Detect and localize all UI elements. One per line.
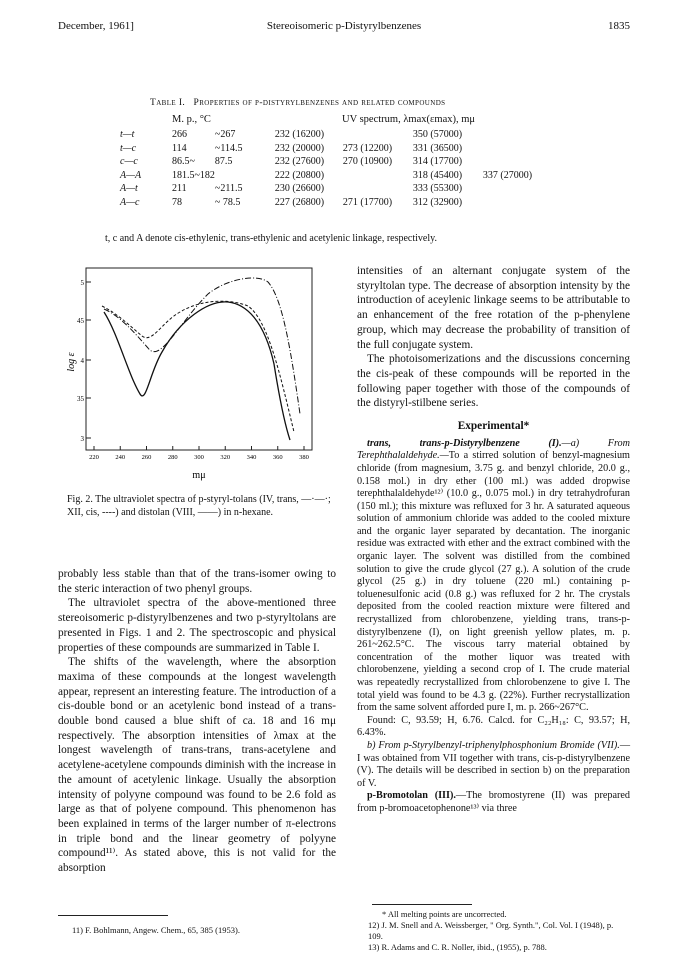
- table-cell-mp1: 114: [172, 142, 187, 154]
- table-cell-c3: 312 (32900): [412, 196, 463, 208]
- right-footnotes: [368, 909, 630, 953]
- table-cell-c3: 333 (55300): [412, 183, 463, 194]
- table-row: [120, 196, 553, 210]
- table-cell-mp2: ~114.5: [214, 142, 243, 154]
- y-axis-label: log ε: [66, 352, 77, 372]
- table-caption: [150, 98, 445, 108]
- table-head-uv: UV spectrum, λmax(εmax), mμ: [342, 114, 476, 125]
- table-cell-c2: 270 (10900): [342, 156, 393, 167]
- x-axis-label: mμ: [192, 470, 206, 481]
- left-column: [58, 567, 336, 876]
- x-tick-label: 360: [272, 454, 283, 461]
- table-cell-c1: 222 (20800): [274, 169, 325, 181]
- left-paragraph-2: The ultraviolet spectra of the above-mentioned three stereoisomeric p-distyrylbenzenes and two p-styryltolans are presented in Figs. 1 and 2. The spectroscopic and physical properties of these compounds are summarized in Table I.: [58, 597, 336, 654]
- right-footnote-1: * All melting points are uncorrected.: [382, 909, 507, 919]
- table-row: [120, 128, 553, 142]
- table-cell-c3: 331 (36500): [412, 142, 463, 154]
- table-caption-number: Table I.: [150, 98, 186, 108]
- table-cell-mp2: [215, 169, 275, 183]
- figure-2: [68, 264, 328, 486]
- table-cell-id: A—c: [120, 196, 140, 208]
- table-cell-c3: 350 (57000): [412, 129, 463, 140]
- table-head-mp: M. p., °C: [172, 114, 211, 125]
- table-cell-id: c—c: [120, 156, 138, 167]
- right-paragraph-1: intensities of an alternant conjugate system of the styryltolan type. The decrease of absorption intensity by the introduction of aceylenic linkage seems to be attributable to an enhancement of the free rotation of the p-phenylene group, which may decrease the probability of transition of the full conjugate system.: [357, 265, 630, 351]
- x-tick-label: 320: [220, 454, 231, 461]
- figure-caption: [67, 493, 337, 519]
- table-cell-c2: [343, 182, 413, 196]
- table-caption-text: Properties of p-distyrylbenzenes and related compounds: [193, 98, 446, 108]
- y-tick-label: 45: [77, 317, 84, 325]
- table-cell-c2: [343, 128, 413, 142]
- right-footnote-3: 13) R. Adams and C. R. Noller, ibid., (1955), p. 788.: [368, 942, 547, 952]
- curve-cis-dashed: [102, 301, 294, 432]
- left-footnote: 11) F. Bohlmann, Angew. Chem., 65, 385 (1953).: [72, 925, 240, 935]
- table-cell-mp2: 87.5: [214, 156, 233, 167]
- x-tick-label: 340: [246, 454, 257, 461]
- x-tick-label: 300: [194, 454, 204, 461]
- page-number: 1835: [608, 20, 630, 32]
- table-cell-id: A—A: [120, 169, 142, 181]
- table-cell-mp1: 211: [172, 183, 187, 194]
- experimental-heading: Experimental*: [457, 420, 530, 433]
- table-cell-c3: 314 (17700): [412, 156, 463, 167]
- experimental-paragraph-3: [357, 790, 630, 815]
- x-tick-label: 220: [89, 454, 99, 461]
- table-cell-c2: [343, 169, 413, 183]
- figure-caption-text: Fig. 2. The ultraviolet spectra of p-styryl-tolans (IV, trans, —·—·; XII, cis, ----) and distolan (VIII, ——) in n-hexane.: [67, 494, 331, 518]
- table-cell-c4: [483, 196, 553, 210]
- exp-p2-title: b) From p-Styrylbenzyl-triphenylphosphonium Bromide (VII).: [367, 739, 620, 751]
- exp-p3-title: p-Bromotolan (III).: [367, 790, 456, 802]
- y-tick-label: 35: [77, 395, 84, 403]
- left-footnote-rule: [58, 915, 168, 916]
- left-paragraph-3: The shifts of the wavelength, where the absorption maxima of these compounds at the longest wavelength appear, represent an interesting feature. The introduction of a cis-double bond or an acetylenic bond instead of a trans-double bond caused a blue shift of ca. 18 and 16 mμ respectively. The absorption intensities of λmax at the longest wavelength of trans-trans, trans-acetylene and acetylene-acetylene compounds diminish with the increase in the amount of acetylenic linkage. Usually the absorption intensity of polyyne compound was found to be 2.6 fold as large as that of polyene compound. This phenomenon has been explained in terms of the larger number of π-electrons in triple bond and the linear geometry of polyyne compound¹¹⁾. As stated above, this is not valid for the absorption: [58, 656, 336, 875]
- exp-p3-body: —The bromostyrene (II) was prepared from p-bromoacetophenone¹³⁾ via three: [357, 790, 630, 814]
- y-tick-label: 5: [80, 279, 84, 287]
- table-cell-c4: [483, 142, 553, 156]
- exp-p1-body: To a stirred solution of benzyl-magnesium chloride (from magnesium, 3.75 g. and benzyl chloride, 20.0 g., 0.158 mol.) in dry ether (100 ml.) was added dropwise terephthalaldehyde¹²⁾ (10.0 g., 0.075 mol.) in dry tetrahydrofuran (150 ml.); this mixture was refluxed for 3 hr. A saturated aqueous solution of ammonium chloride was added to the cooled mixture and the organic layer separated by decantation. The inorganic residue was extracted with ether and the extract combined with the organic layer. The solvent was distilled from the combined solution to give the crude glycol (27 g.). A solution of the crude glycol (25 g.) in dry toluene (220 ml.) containing p-toluenesulfonic acid (0.8 g.) was refluxed for 2 hr. The crystals deposited from the cooled reaction mixture were filtered and recrystallized from chlorobenzene, yielding trans, trans-p-distyrylbenzene (I), on light greenish yellow plates, m. p. 261~262.5°C. The viscous tarry material obtained by concentration of the mother liquor was treated with chlorobenzene, yielding a second crop of I. The crude material was repeatedly recrystallized from chlorobenzene to give I. The total yield was found to be 4.3 g. (22%). Further recrystallization from the same solvent afforded pure I, m. p. 266~267°C.: [357, 450, 630, 714]
- table-cell-mp2: ~267: [214, 129, 236, 140]
- table-note: t, c and A denote cis-ethylenic, trans-ethylenic and acetylenic linkage, respectively.: [105, 233, 437, 244]
- experimental-paragraph-1: [357, 438, 630, 715]
- table-cell-mp1: 78: [172, 196, 182, 208]
- right-paragraph-2: The photoisomerizations and the discussions concerning the cis-peak of these compounds will be reported in the following paper together with those of the compounds of the distyryl-stilbene series.: [357, 353, 630, 410]
- experimental-found: Found: C, 93.59; H, 6.76. Calcd. for C₂₂H₁₈: C, 93.57; H, 6.43%.: [357, 714, 630, 739]
- right-column: [357, 264, 630, 816]
- table-row: [120, 169, 553, 183]
- table-cell-c2: 273 (12200): [342, 142, 393, 154]
- table-cell-c1: 232 (20000): [274, 142, 325, 154]
- right-footnote-2: 12) J. M. Snell and A. Weissberger, " Org. Synth.", Col. Vol. I (1948), p. 109.: [368, 920, 614, 941]
- table-cell-mp1: 181.5~182: [172, 169, 215, 181]
- table-cell-c4: [483, 128, 553, 142]
- plot-frame: [86, 268, 312, 450]
- table-cell-c1: 232 (16200): [274, 129, 325, 140]
- table-cell-c1: 230 (26600): [274, 183, 325, 194]
- header-title: Stereoisomeric p-Distyrylbenzenes: [266, 20, 422, 32]
- table-cell-c1: 232 (27600): [274, 156, 325, 167]
- table-cell-id: t—c: [120, 142, 137, 154]
- exp-p1-title: trans, trans-p-Distyrylbenzene (I).: [367, 437, 562, 449]
- experimental-paragraph-2: [357, 740, 630, 790]
- table-cell-mp1: 86.5~: [172, 156, 195, 167]
- exp-p1-sub: —a) From Terephthalaldehyde.—: [357, 437, 630, 462]
- table-cell-c4: 337 (27000): [482, 169, 533, 181]
- table-row: [120, 142, 553, 156]
- exp-p2-body: —I was obtained from VII together with trans, cis-p-distyrylbenzene (V). The details will be described in section b) on the preparation of V.: [357, 739, 630, 789]
- y-tick-label: 4: [80, 357, 84, 365]
- header-date: December, 1961]: [58, 20, 134, 32]
- x-tick-label: 260: [141, 454, 152, 461]
- curve-distolan-solid: [104, 302, 290, 440]
- table-cell-c1: 227 (26800): [274, 196, 325, 208]
- x-tick-label: 240: [115, 454, 126, 461]
- table-cell-id: A—t: [120, 183, 138, 194]
- uv-spectrum-plot: [68, 264, 328, 486]
- properties-table: [120, 128, 553, 209]
- x-tick-label: 280: [167, 454, 178, 461]
- table-cell-mp2: ~211.5: [214, 183, 243, 194]
- table-cell-mp2: ~ 78.5: [214, 196, 241, 208]
- table-row: [120, 182, 553, 196]
- table-cell-c4: [483, 182, 553, 196]
- left-paragraph-1: probably less stable than that of the trans-isomer owing to the steric interaction of two phenyl groups.: [58, 568, 336, 595]
- table-row: [120, 155, 553, 169]
- table-cell-c4: [483, 155, 553, 169]
- table-cell-id: t—t: [120, 129, 135, 140]
- y-tick-label: 3: [80, 435, 84, 443]
- right-footnote-rule: [372, 904, 472, 905]
- x-tick-label: 380: [299, 454, 309, 461]
- table-cell-mp1: 266: [172, 129, 187, 140]
- table-cell-c2: 271 (17700): [342, 196, 393, 208]
- table-cell-c3: 318 (45400): [412, 169, 463, 181]
